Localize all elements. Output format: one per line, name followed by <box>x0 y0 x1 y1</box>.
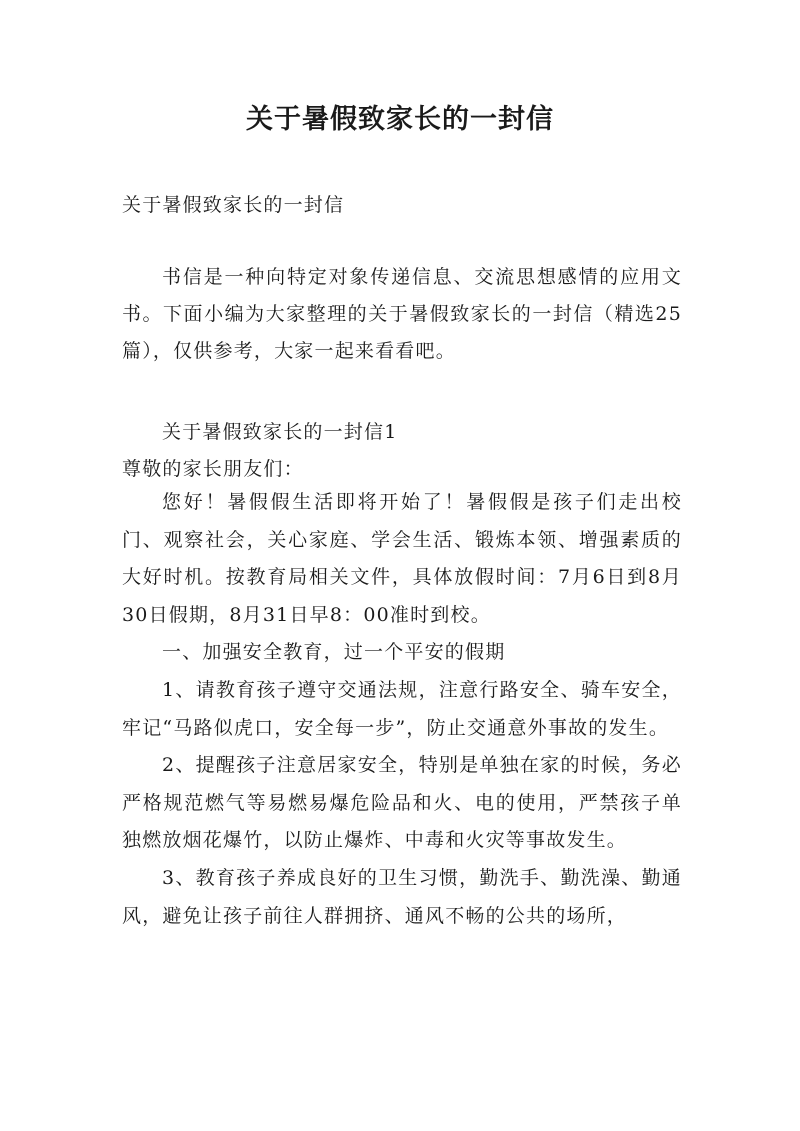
document-subtitle: 关于暑假致家长的一封信 <box>122 194 345 216</box>
body-paragraph-opening: 您好！暑假假生活即将开始了！暑假假是孩子们走出校门、观察社会，关心家庭、学会生活、锻炼本领、增强素质的大好时机。按教育局相关文件，具体放假时间：7月6日到8月30日假期，8月31日早8：00准时到校。 <box>122 491 682 626</box>
intro-paragraph: 书信是一种向特定对象传递信息、交流思想感情的应用文书。下面小编为大家整理的关于暑假致家长的一封信（精选25篇），仅供参考，大家一起来看看吧。 <box>122 266 682 362</box>
body-paragraph-home-safety: 2、提醒孩子注意居家安全，特别是单独在家的时候，务必严格规范燃气等易燃易爆危险品和火、电的使用，严禁孩子单独燃放烟花爆竹，以防止爆炸、中毒和火灾等事故发生。 <box>122 754 682 852</box>
letter-body <box>122 484 682 935</box>
body-paragraph-hygiene: 3、教育孩子养成良好的卫生习惯，勤洗手、勤洗澡、勤通风，避免让孩子前往人群拥挤、通风不畅的公共的场所， <box>122 866 682 927</box>
section-heading: 关于暑假致家长的一封信1 <box>162 421 398 443</box>
document-title: 关于暑假致家长的一封信 <box>246 104 554 135</box>
body-paragraph-traffic: 1、请教育孩子遵守交通法规，注意行路安全、骑车安全，牢记“马路似虎口，安全每一步”，防止交通意外事故的发生。 <box>122 678 682 739</box>
body-heading-safety: 一、加强安全教育，过一个平安的假期 <box>162 641 506 664</box>
letter-greeting: 尊敬的家长朋友们： <box>122 458 304 480</box>
